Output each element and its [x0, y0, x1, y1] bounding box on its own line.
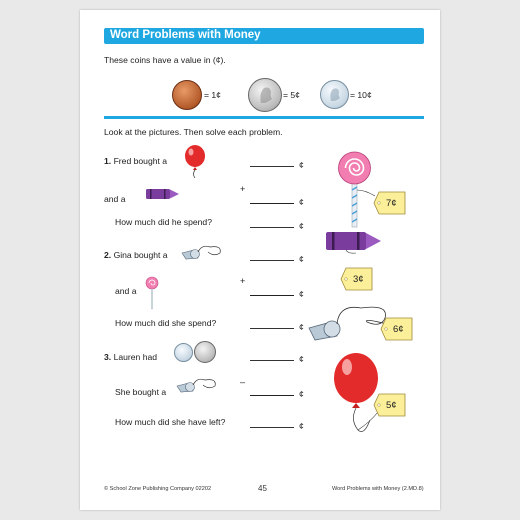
answer-3-first[interactable] [250, 360, 294, 361]
problem-1-number: 1. [104, 156, 112, 166]
nickel-value: = 5¢ [283, 90, 300, 100]
answer-2-total[interactable] [250, 328, 294, 329]
cent-sign: ¢ [299, 421, 304, 431]
problem-1-line-2: and a [104, 194, 126, 204]
cent-sign: ¢ [299, 221, 304, 231]
whistle-icon [180, 244, 224, 262]
problem-2-operator: + [240, 276, 246, 286]
footer-topic: Word Problems with Money (2.MD.8) [332, 486, 424, 492]
problem-3-line-2: She bought a [115, 387, 167, 397]
coins-intro: These coins have a value in (¢). [104, 55, 226, 65]
answer-3-total[interactable] [250, 427, 294, 428]
problem-1-operator: + [240, 184, 246, 194]
problem-2-line-1-text: Gina bought a [113, 250, 168, 260]
cent-sign: ¢ [299, 254, 304, 264]
crayon-price: 3¢ [353, 274, 364, 285]
lollipop-price: 7¢ [386, 198, 397, 209]
lollipop-icon [145, 276, 159, 310]
page-number: 45 [258, 484, 267, 493]
problem-3-operator: – [240, 377, 246, 387]
crayon-priced-icon [326, 228, 382, 254]
answer-2-first[interactable] [250, 260, 294, 261]
balloon-price: 5¢ [386, 400, 397, 411]
balloon-icon [182, 144, 208, 178]
problem-2-number: 2. [104, 250, 112, 260]
problem-1-line-1-text: Fred bought a [113, 156, 168, 166]
problem-2-question: How much did she spend? [115, 318, 217, 328]
whistle-icon [175, 377, 219, 395]
dime-icon [320, 80, 349, 109]
nickel-icon [248, 78, 282, 112]
problem-3-number: 3. [104, 352, 112, 362]
answer-1-first[interactable] [250, 166, 294, 167]
problem-2-line-1 [104, 250, 168, 260]
cent-sign: ¢ [299, 354, 304, 364]
cent-sign: ¢ [299, 389, 304, 399]
dime-icon [174, 343, 193, 362]
whistle-price: 6¢ [393, 324, 404, 335]
penny-icon [172, 80, 202, 110]
answer-2-second[interactable] [250, 295, 294, 296]
page-title: Word Problems with Money [110, 29, 261, 41]
worksheet-page [80, 10, 440, 510]
footer-copyright: © School Zone Publishing Company 02202 [104, 486, 212, 492]
dime-value: = 10¢ [350, 90, 372, 100]
answer-1-second[interactable] [250, 203, 294, 204]
answer-1-total[interactable] [250, 227, 294, 228]
cent-sign: ¢ [299, 289, 304, 299]
section-divider [104, 116, 424, 119]
title-bar [104, 28, 424, 44]
problem-1-question: How much did he spend? [115, 217, 212, 227]
problem-1-line-1 [104, 156, 167, 166]
nickel-icon [194, 341, 216, 363]
problem-2-line-2: and a [115, 286, 137, 296]
cent-sign: ¢ [299, 160, 304, 170]
cent-sign: ¢ [299, 197, 304, 207]
penny-value: = 1¢ [204, 90, 221, 100]
problem-3-line-1-text: Lauren had [113, 352, 158, 362]
problem-3-line-1 [104, 352, 157, 362]
cent-sign: ¢ [299, 322, 304, 332]
crayon-icon [146, 188, 182, 201]
answer-3-second[interactable] [250, 395, 294, 396]
instructions: Look at the pictures. Then solve each problem. [104, 127, 283, 137]
problem-3-question: How much did she have left? [115, 417, 226, 427]
